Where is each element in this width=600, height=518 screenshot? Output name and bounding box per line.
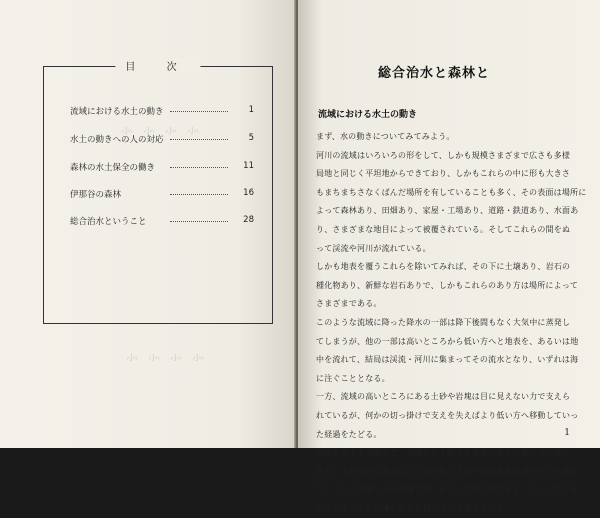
toc-item-page: 1: [248, 105, 254, 115]
right-page: [298, 0, 600, 513]
toc-item-label: 流域における水土の動き: [70, 107, 164, 117]
body-line: もまちまちさなくばんだ場所を有していることも多く、その表面は場所に: [316, 187, 587, 197]
body-line: 局地と同じく平坦地からできており、しかもこれらの中に形も大きさ: [316, 169, 571, 179]
body-line: れているが、何かの切っ掛けで支えを失えばより低い方へ移動していっ: [316, 410, 579, 420]
show-through-text-bottom: ⺗⺗⺗⺗: [125, 348, 213, 364]
toc-item-label: 水土の動きへの人の対応: [70, 135, 164, 145]
toc-item[interactable]: [70, 215, 254, 227]
toc-item-page: 16: [243, 188, 254, 198]
show-through-text-top: ⺗⺗⺗⺗: [120, 121, 208, 137]
toc-item[interactable]: [70, 105, 254, 117]
body-line: よって森林あり、田畑あり、家屋・工場あり、道路・鉄道あり、水面あ: [316, 206, 579, 216]
body-line: り、さまざまな地目によって被覆されている。そしてこれらの間をぬ: [316, 224, 571, 234]
toc-item-label: 森林の水土保全の働き: [70, 163, 156, 173]
toc-leader-dots: [170, 139, 228, 140]
body-line: てしまうが、他の一部は高いところから低い方へと地表を、あるいは地: [316, 336, 579, 346]
chapter-title: 総合治水と森林と: [378, 66, 491, 81]
body-line: に注ぐこととなる。: [316, 373, 390, 383]
toc-leader-dots: [170, 221, 228, 222]
body-line: 雨滴が表土を分散させ、分散した土粒子を地表の流水が低い方へ運び: [316, 448, 570, 458]
toc-item-page: 11: [243, 161, 254, 171]
toc-leader-dots: [170, 167, 228, 168]
toc-item-label: 伊那谷の森林: [70, 190, 122, 200]
body-line: た不安定の土砂石礫を流水が低い方へと運んでいく。: [316, 503, 513, 513]
toc-item[interactable]: [70, 188, 254, 200]
toc-leader-dots: [170, 111, 228, 112]
page-number: 1: [564, 428, 570, 438]
body-text: [316, 128, 587, 518]
body-line: このような流域に降った降水の一部は降下後間もなく大気中に蒸発し: [316, 317, 571, 327]
body-line: 種化物あり、新鮮な岩石ありで、しかもこれらのあり方は場所によって: [316, 280, 579, 290]
toc-item-page: 5: [248, 133, 254, 143]
body-line: 去り、また地中に浸み込んだ水が厚い土層や岩石風化物層の支えを弱め: [316, 466, 579, 476]
toc-leader-dots: [170, 194, 228, 195]
body-line: 河川の流域はいろいろの形をして、しかも規模さまざまで広さも多様: [316, 150, 571, 160]
table-of-contents: [43, 62, 273, 324]
body-line: 一方、流域の高いところにある土砂や岩塊は目に見えない力で支えら: [316, 392, 571, 402]
body-line: た経過をたどる。: [316, 429, 382, 439]
body-line: さまざまである。: [316, 299, 382, 309]
toc-item-page: 28: [243, 215, 254, 225]
body-line: って渓流や河川が流れている。: [316, 243, 431, 253]
left-page: [0, 0, 296, 448]
body-line: 中を流れて、結局は渓流・河川に集まってその流水となり、いずれは海: [316, 355, 579, 365]
toc-item-label: 総合治水ということ: [70, 217, 147, 227]
toc-item[interactable]: [70, 133, 254, 145]
toc-item[interactable]: [70, 161, 254, 173]
body-line: まず、水の動きについてみてみよう。: [316, 132, 455, 141]
body-line: しかも地表を覆うこれらを除いてみれば、その下に土壌あり、岩石の: [316, 262, 571, 272]
toc-title: 目 次: [115, 58, 200, 73]
section-heading: 流域における水土の動き: [318, 110, 418, 120]
body-line: て、これらを低い方へ崩落させ、あるいは滑り出させる。こうしてでき: [316, 485, 578, 495]
